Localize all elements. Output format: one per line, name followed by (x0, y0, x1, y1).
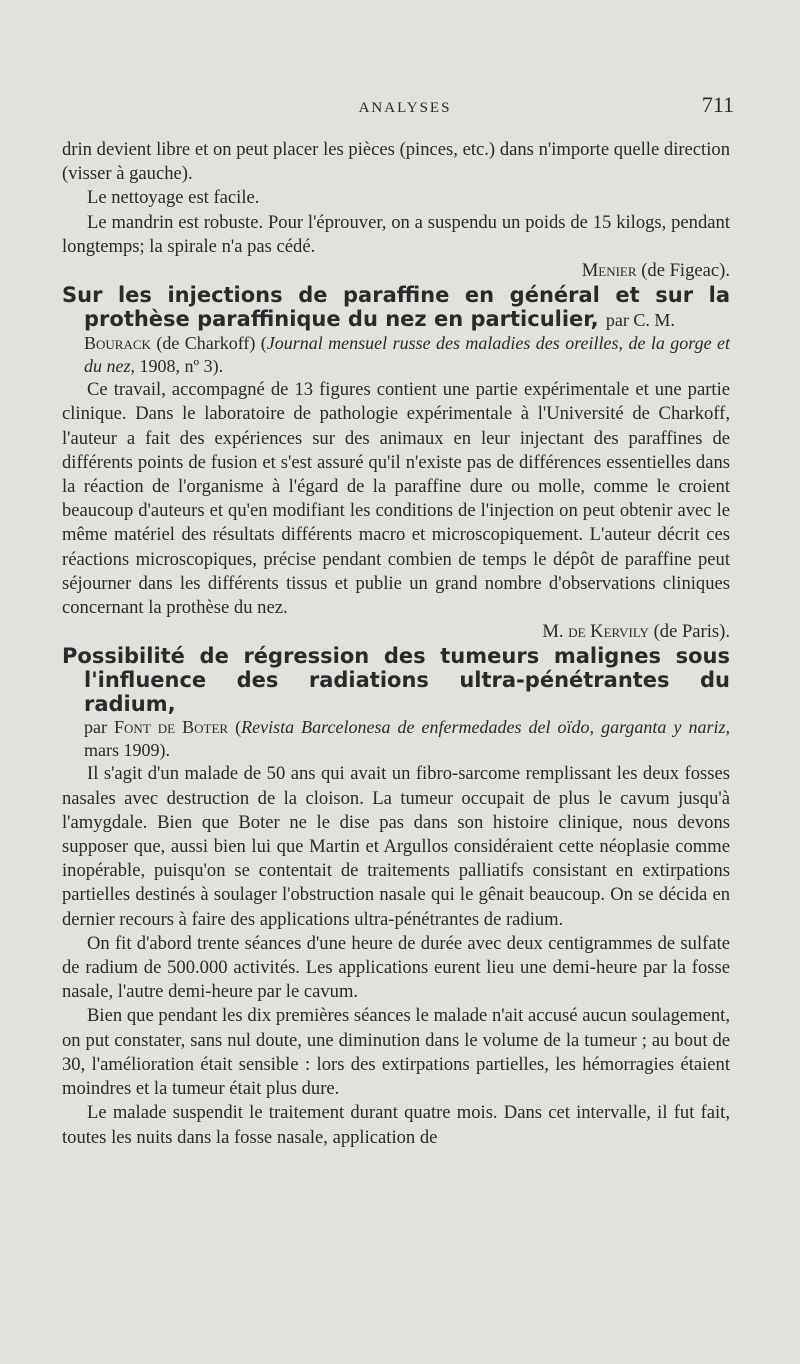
journal-name: Journal mensuel russe des maladies des oreilles, de la gorge et du nez, (84, 333, 730, 377)
article-title-text: Possibilité de régression des tumeurs malignes sous l'influence des radiations ultra-pénétrantes du radium, (62, 644, 730, 717)
paragraph: Ce travail, accompagné de 13 figures contient une partie expérimentale et une partie clinique. Dans le laboratoire de pathologie expérimentale à l'Université de Charkoff, l'auteur a fait des expériences sur des animaux en leur injectant des paraffines de différents points de fusion et s'est assuré qu'il n'existe pas de différences essentielles dans la réaction de l'organisme à l'égard de la paraffine dure ou molle, comme le croient beaucoup d'auteurs et qu'en modifiant les conditions de l'injection on peut obtenir avec le même matériel des résultats différents macro et microscopiquement. L'auteur décrit ces réactions microscopiques, précise pendant combien de temps le dépôt de paraffine peut séjourner dans les différents tissus et publie un grand nombre d'observations cliniques concernant la prothèse du nez. (62, 379, 730, 619)
paragraph: Le nettoyage est facile. (87, 187, 260, 209)
article-reference: Bourack (de Charkoff) (Journal mensuel russe des maladies des oreilles, de la gorge et du nez, 1908, nº 3). (84, 333, 730, 377)
article-title (62, 283, 730, 332)
author-name: Bourack (84, 333, 151, 354)
paragraph: Le malade suspendit le traitement durant quatre mois. Dans cet intervalle, il fut fait, toutes les nuits dans la fosse nasale, application de (62, 1102, 730, 1148)
journal-issue: 1908, nº 3). (139, 356, 224, 377)
page-number: 711 (701, 92, 734, 117)
signature (62, 620, 730, 644)
page-header (60, 92, 750, 122)
journal-issue: mars 1909). (84, 740, 170, 761)
paragraph: drin devient libre et on peut placer les pièces (pinces, etc.) dans n'importe quelle direction (visser à gauche). (62, 139, 730, 185)
signature-name: M. de Kervily (542, 621, 649, 643)
article-byline: par (84, 717, 107, 738)
page-body (62, 138, 730, 1150)
article-byline: par C. M. (605, 310, 675, 331)
signature-name: Menier (581, 260, 637, 282)
article-reference: par Font de Boter (Revista Barcelonesa de enfermedades del oïdo, garganta y nariz, mars 1909). (84, 717, 730, 761)
paragraph: Le mandrin est robuste. Pour l'éprouver, on a suspendu un poids de 15 kilogs, pendant longtemps; la spirale n'a pas cédé. (62, 211, 730, 257)
paragraph: Bien que pendant les dix premières séances le malade n'ait accusé aucun soulagement, on put constater, sans nul doute, une diminution dans le volume de la tumeur ; au bout de 30, l'amélioration était sensible : lors des extirpations partielles, les hémorragies étaient moindres et la tumeur était plus dure. (62, 1005, 730, 1100)
signature-place: (de Figeac). (641, 260, 730, 282)
author-name: Font de Boter (114, 717, 229, 738)
article-title (62, 644, 730, 716)
author-place: (de Charkoff) (156, 333, 256, 354)
signature-place: (de Paris). (653, 621, 730, 643)
journal-name: Revista Barcelonesa de enfermedades del oïdo, garganta y nariz, (241, 717, 730, 738)
paragraph: On fit d'abord trente séances d'une heure de durée avec deux centigrammes de sulfate de radium de 500.000 activités. Les applications eurent lieu une demi-heure par la fosse nasale, l'autre demi-heure par le cavum. (62, 932, 730, 1003)
paragraph: Il s'agit d'un malade de 50 ans qui avait un fibro-sarcome remplissant les deux fosses nasales avec destruction de la cloison. La tumeur occupait de plus le cavum jusqu'à l'amygdale. Bien que Boter ne le dise pas dans son histoire clinique, nous devons supposer que, aussi bien lui que Martin et Argullos considéraient cette néoplasie comme inopérable, puisqu'on se contentait de traitements palliatifs consistant en extirpations partielles destinés à soulager l'obstruction nasale qui le gênait beaucoup. On se décida en dernier recours à faire des applications ultra-pénétrantes de radium. (62, 763, 730, 930)
article-title-text: Sur les injections de paraffine en général et sur la prothèse paraffinique du nez en particulier, (62, 283, 730, 332)
signature (62, 259, 730, 283)
running-head: ANALYSES (358, 100, 452, 116)
